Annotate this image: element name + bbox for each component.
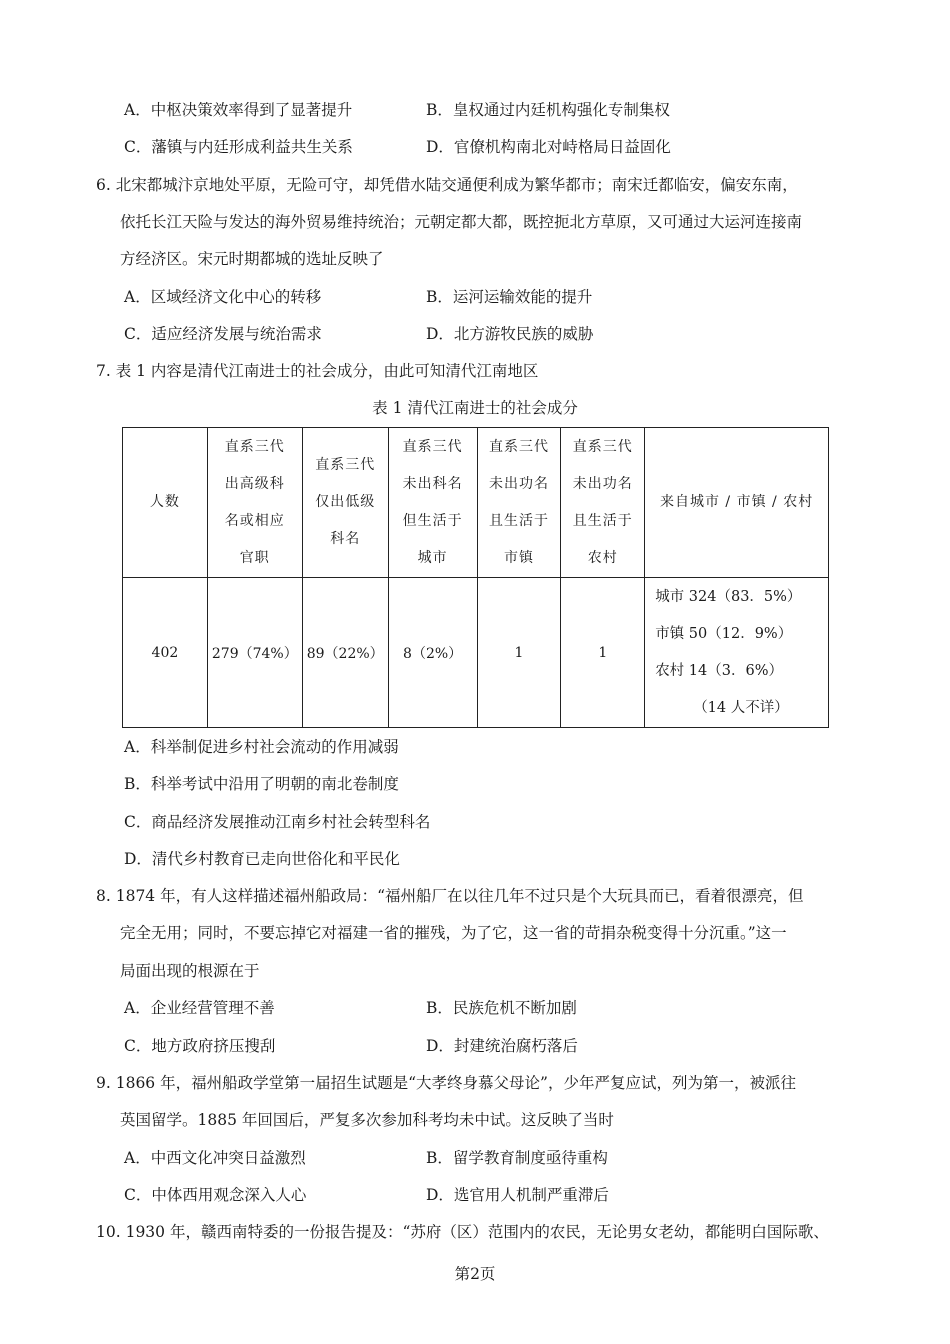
q9-option-b: B．留学教育制度亟待重构 (426, 1149, 608, 1167)
q7-option-d: D．清代乡村教育已走向世俗化和平民化 (124, 850, 400, 868)
cell-origin: 城市 324（83．5%） 市镇 50（12．9%） 农村 14（3．6%） （14 人不详） (645, 578, 829, 728)
header-town: 直系三代 未出功名 且生活于 市镇 (477, 428, 561, 578)
q8-option-a: A．企业经营管理不善 (124, 999, 275, 1017)
cell-low: 89（22%） (302, 578, 388, 728)
page-number: 第2页 (454, 1265, 496, 1283)
q6-option-c: C．适应经济发展与统治需求 (124, 325, 322, 343)
header-high-rank: 直系三代 出高级科 名或相应 官职 (207, 428, 302, 578)
table-row (123, 578, 829, 728)
q8-option-c: C．地方政府挤压搜刮 (124, 1037, 276, 1055)
q9-stem-line2: 英国留学。1885 年回国后，严复多次参加科考均未中试。这反映了当时 (120, 1111, 614, 1129)
cell-high: 279（74%） (207, 578, 302, 728)
q6-stem-line2: 依托长江天险与发达的海外贸易维持统治；元朝定都大都，既控扼北方草原，又可通过大运河连接南 (120, 213, 803, 231)
q8-stem-line1: 8. 1874 年，有人这样描述福州船政局：“福州船厂在以往几年不过只是个大玩具而已，看着很漂亮，但 (96, 887, 804, 905)
q5-option-d: D．官僚机构南北对峙格局日益固化 (426, 138, 671, 156)
q9-stem-line1: 9. 1866 年，福州船政学堂第一届招生试题是“大孝终身慕父母论”，少年严复应试，列为第一，被派往 (96, 1074, 796, 1092)
q6-option-a: A．区域经济文化中心的转移 (124, 288, 322, 306)
q9-option-d: D．选官用人机制严重滞后 (426, 1186, 609, 1204)
q6-stem-line1: 6. 北宋都城汴京地处平原，无险可守，却凭借水陆交通便利成为繁华都市；南宋迁都临安，偏安东南， (96, 176, 798, 194)
header-village: 直系三代 未出功名 且生活于 农村 (561, 428, 645, 578)
q9-option-a: A．中西文化冲突日益激烈 (124, 1149, 306, 1167)
social-composition-table (122, 427, 829, 728)
q5-option-c: C．藩镇与内廷形成利益共生关系 (124, 138, 353, 156)
q6-option-b: B．运河运输效能的提升 (426, 288, 593, 306)
q6-stem-line3: 方经济区。宋元时期都城的选址反映了 (120, 250, 384, 268)
q10-stem-line1: 10. 1930 年，赣西南特委的一份报告提及：“苏府（区）范围内的农民，无论男女老幼，都能明白国际歌、 (96, 1223, 829, 1241)
q7-option-c: C．商品经济发展推动江南乡村社会转型科名 (124, 813, 431, 831)
header-low-rank: 直系三代 仅出低级 科名 (302, 428, 388, 578)
cell-village: 1 (561, 578, 645, 728)
q5-option-a: A．中枢决策效率得到了显著提升 (124, 101, 353, 119)
cell-town: 1 (477, 578, 561, 728)
header-origin: 来自城市 / 市镇 / 农村 (645, 428, 829, 578)
q7-option-a: A．科举制促进乡村社会流动的作用减弱 (124, 738, 399, 756)
cell-city: 8（2%） (388, 578, 477, 728)
q8-option-b: B．民族危机不断加剧 (426, 999, 577, 1017)
q8-option-d: D．封建统治腐朽落后 (426, 1037, 578, 1055)
cell-total: 402 (123, 578, 208, 728)
q7-option-b: B．科举考试中沿用了明朝的南北卷制度 (124, 775, 399, 793)
header-city: 直系三代 未出科名 但生活于 城市 (388, 428, 477, 578)
q9-option-c: C．中体西用观念深入人心 (124, 1186, 307, 1204)
q8-stem-line3: 局面出现的根源在于 (120, 962, 260, 980)
table-caption: 表 1 清代江南进士的社会成分 (372, 399, 578, 417)
header-count: 人数 (123, 428, 208, 578)
q5-option-b: B．皇权通过内廷机构强化专制集权 (426, 101, 670, 119)
table-header-row (123, 428, 829, 578)
q6-option-d: D．北方游牧民族的威胁 (426, 325, 594, 343)
q7-stem: 7. 表 1 内容是清代江南进士的社会成分，由此可知清代江南地区 (96, 362, 539, 380)
q8-stem-line2: 完全无用；同时，不要忘掉它对福建一省的摧残，为了它，这一省的苛捐杂税变得十分沉重。”这一 (120, 924, 787, 942)
